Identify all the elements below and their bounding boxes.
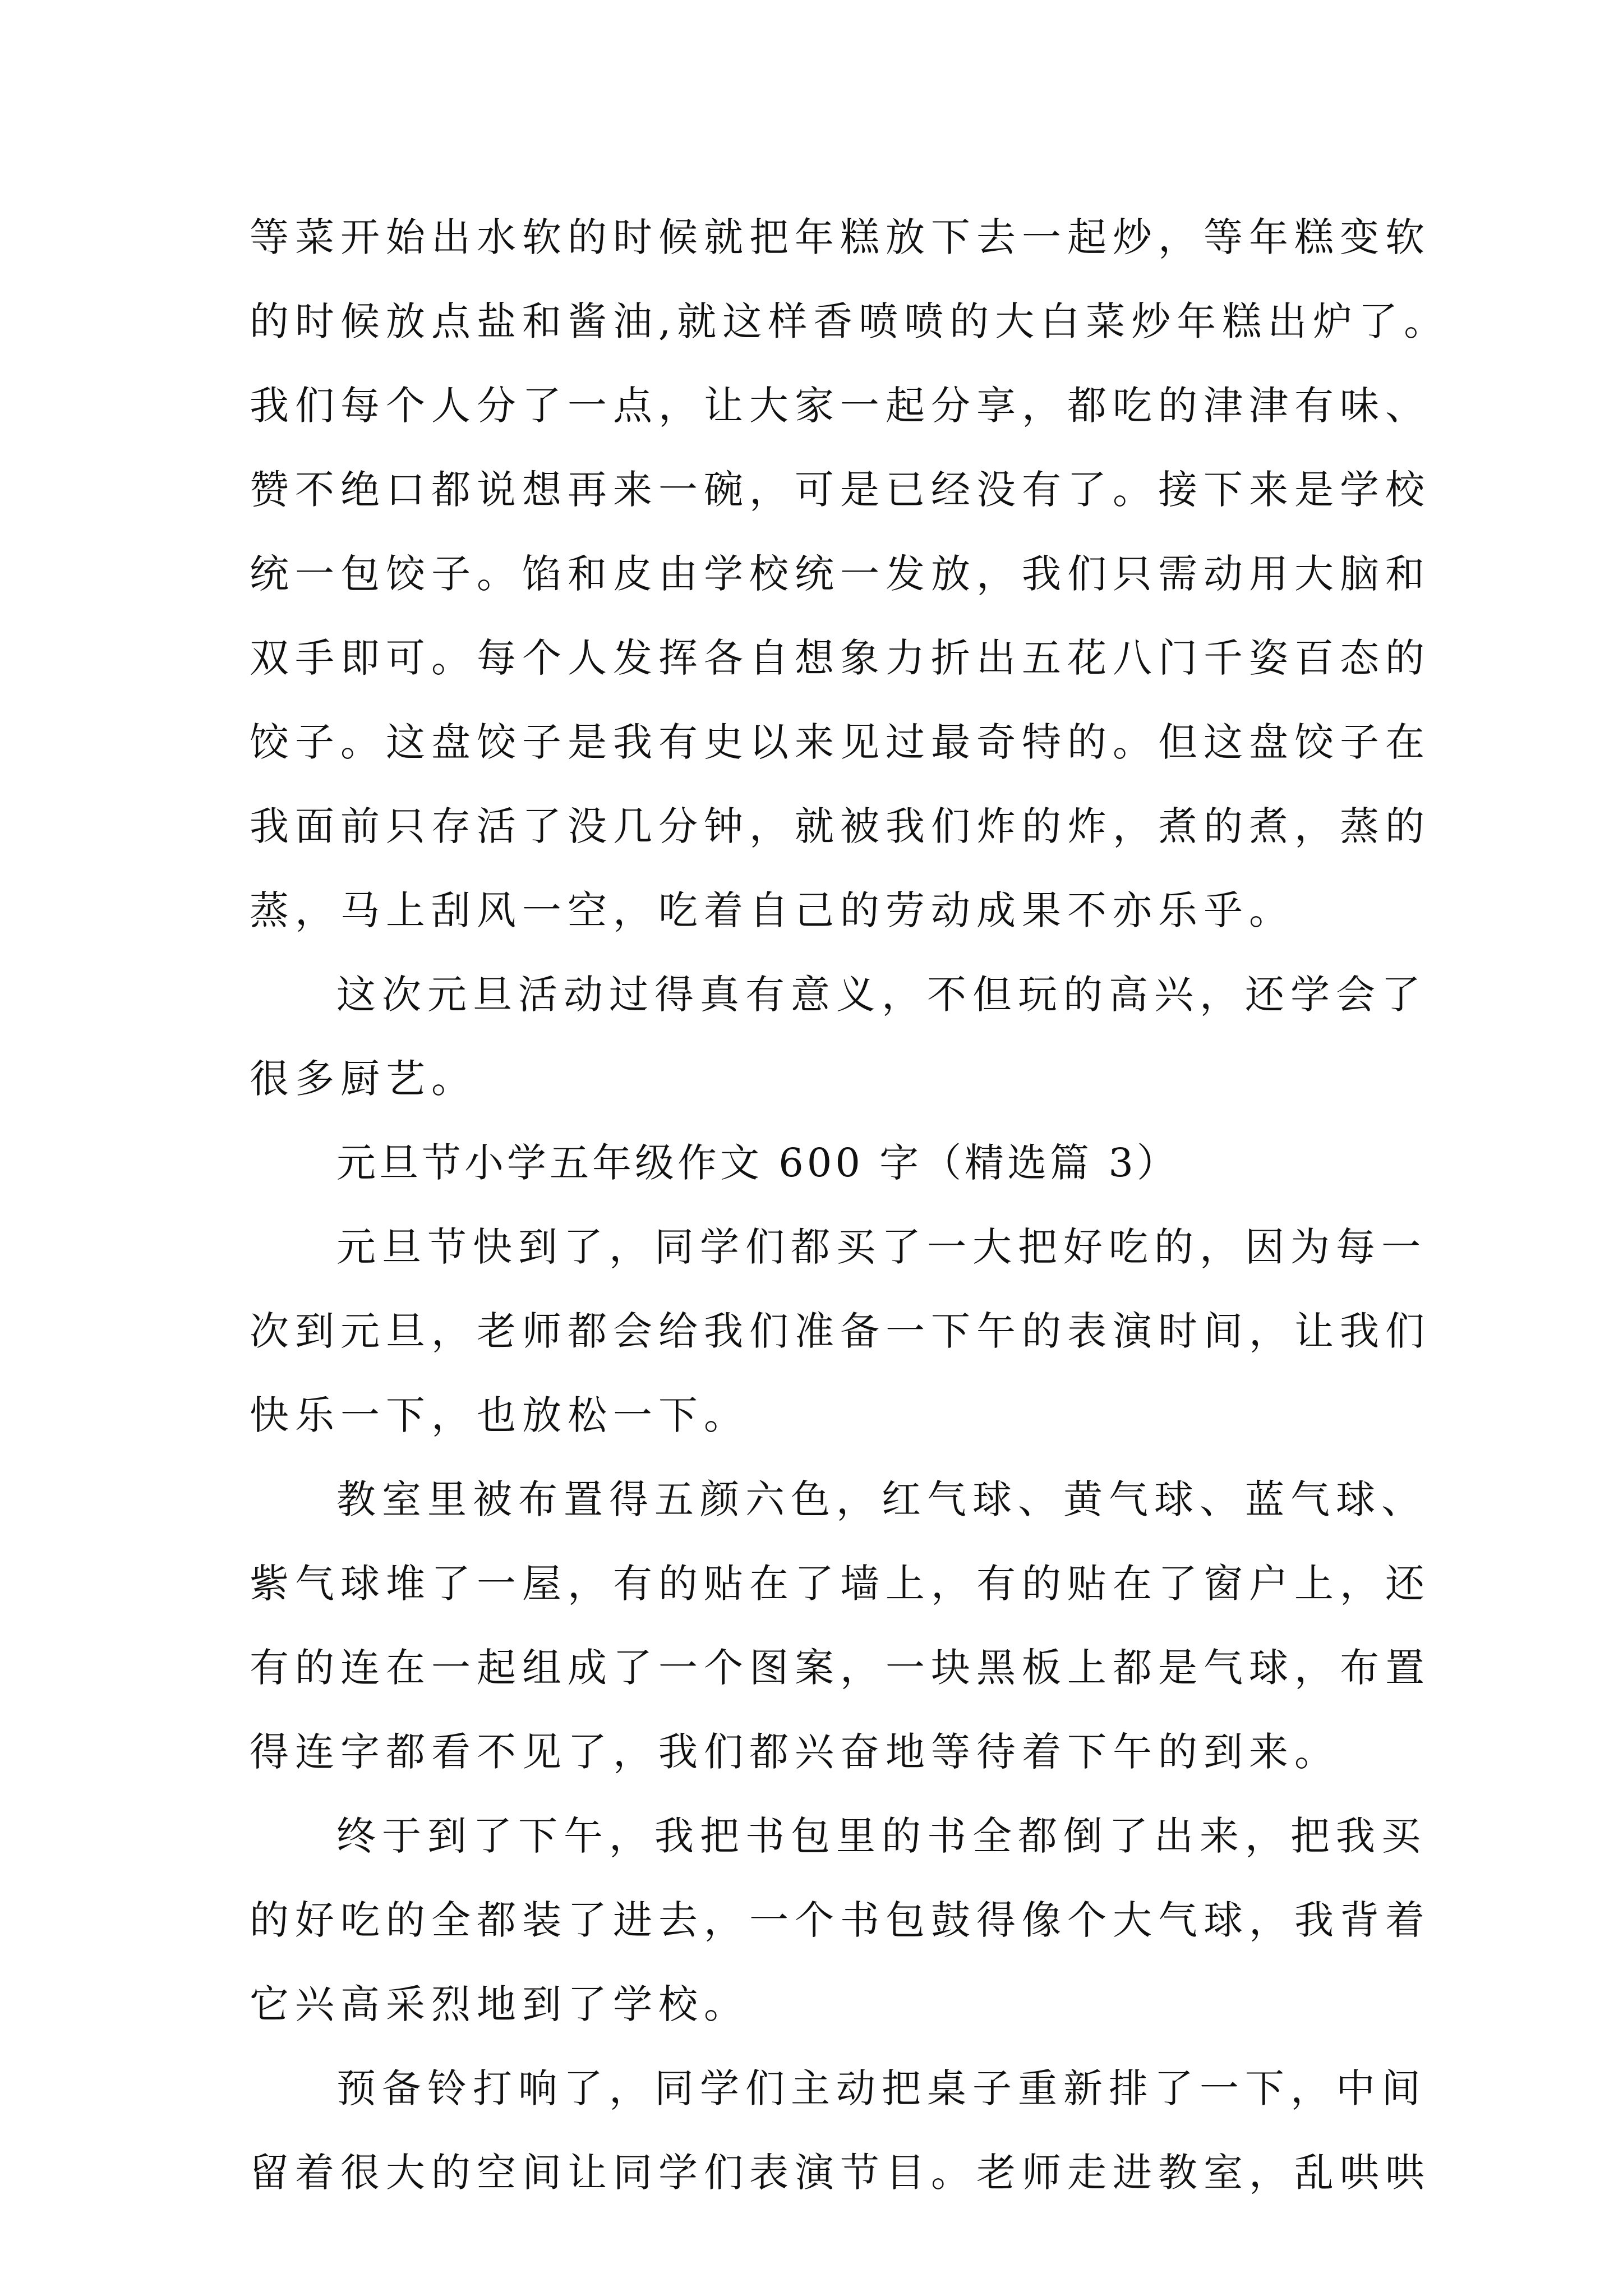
paragraph-line: 留着很大的空间让同学们表演节目。老师走进教室，乱哄哄 [250,2150,1431,2196]
paragraph-line: 这次元旦活动过得真有意义，不但玩的高兴，还学会了 [336,972,1427,1018]
paragraph-line: 预备铃打响了，同学们主动把桌子重新排了一下，中间 [336,2065,1427,2111]
paragraph-line: 它兴高采烈地到了学校。 [250,1981,749,2027]
paragraph-line: 我们每个人分了一点，让大家一起分享，都吃的津津有味、 [250,383,1431,429]
paragraph-line: 教室里被布置得五颜六色，红气球、黄气球、蓝气球、 [336,1476,1427,1522]
section-heading: 元旦节小学五年级作文 600 字（精选篇 3） [336,1140,1179,1186]
paragraph-line: 饺子。这盘饺子是我有史以来见过最奇特的。但这盘饺子在 [250,719,1431,765]
paragraph-line: 快乐一下，也放松一下。 [250,1392,749,1438]
paragraph-line: 紫气球堆了一屋，有的贴在了墙上，有的贴在了窗户上，还 [250,1561,1431,1607]
paragraph-line: 有的连在一起组成了一个图案，一块黑板上都是气球，布置 [250,1645,1431,1691]
paragraph-line: 的好吃的全都装了进去，一个书包鼓得像个大气球，我背着 [250,1897,1431,1943]
paragraph-line: 的时候放点盐和酱油,就这样香喷喷的大白菜炒年糕出炉了。 [250,298,1450,344]
paragraph-line: 元旦节快到了，同学们都买了一大把好吃的，因为每一 [336,1224,1427,1270]
paragraph-line: 次到元旦，老师都会给我们准备一下午的表演时间，让我们 [250,1308,1431,1354]
paragraph-line: 很多厨艺。 [250,1056,477,1102]
paragraph-line: 赞不绝口都说想再来一碗，可是已经没有了。接下来是学校 [250,467,1431,513]
paragraph-line: 终于到了下午，我把书包里的书全都倒了出来，把我买 [336,1813,1427,1859]
paragraph-line: 双手即可。每个人发挥各自想象力折出五花八门千姿百态的 [250,635,1431,681]
paragraph-line: 统一包饺子。馅和皮由学校统一发放，我们只需动用大脑和 [250,551,1431,597]
paragraph-line: 我面前只存活了没几分钟，就被我们炸的炸，煮的煮，蒸的 [250,803,1431,849]
paragraph-line: 得连字都看不见了，我们都兴奋地等待着下午的到来。 [250,1729,1340,1775]
paragraph-line: 等菜开始出水软的时候就把年糕放下去一起炒，等年糕变软 [250,214,1431,260]
paragraph-line: 蒸，马上刮风一空，吃着自己的劳动成果不亦乐乎。 [250,887,1294,933]
